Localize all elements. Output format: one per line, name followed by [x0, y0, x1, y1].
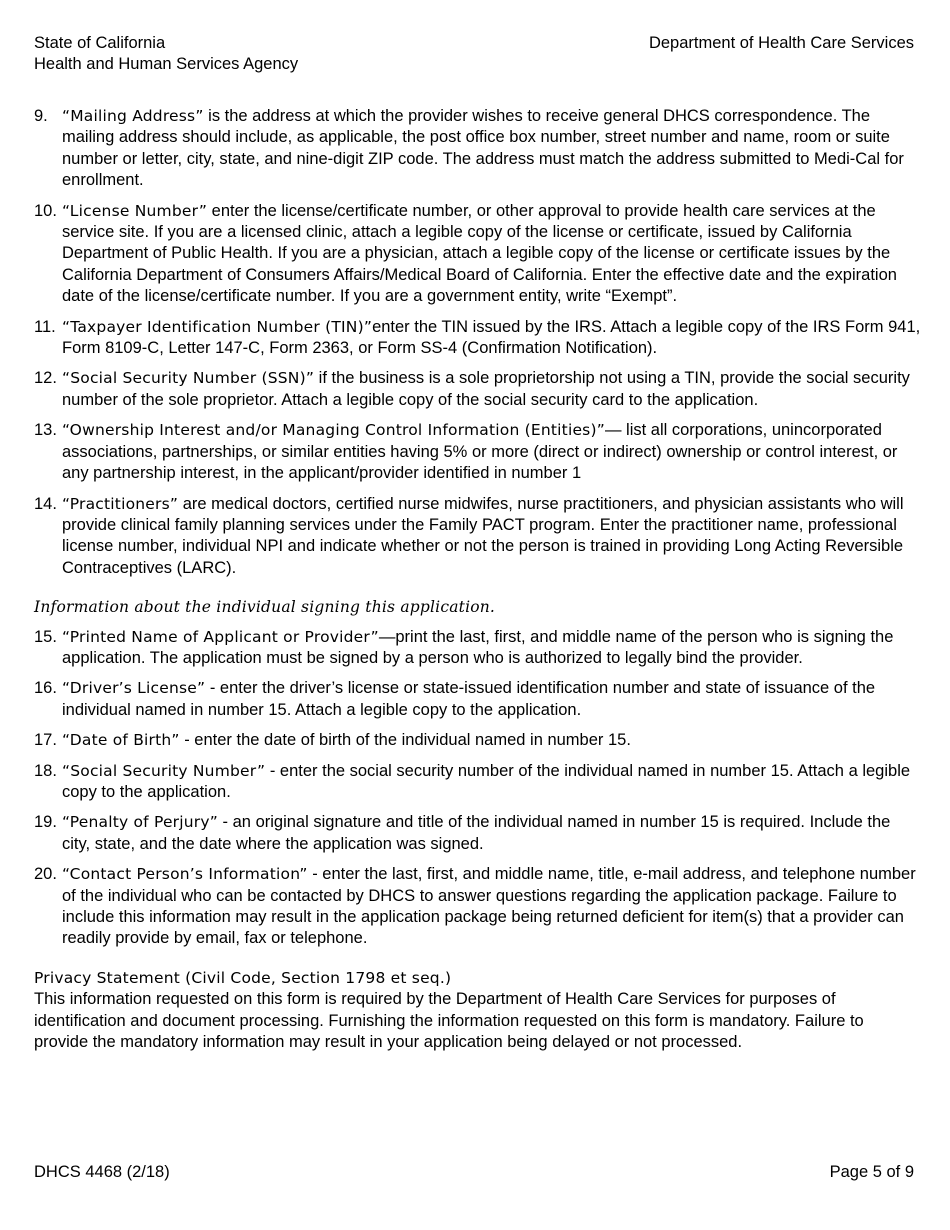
item-text: - an original signature and title of the individual named in number 15 is required. Include the city, state, and the date where the application was signed. — [62, 813, 891, 853]
item-term: “Taxpayer Identification Number (TIN)” — [62, 317, 373, 336]
header-department: Department of Health Care Services — [648, 34, 914, 52]
item-number: 19. — [34, 813, 57, 832]
item-term: “Driver’s License” — [62, 679, 206, 698]
item-text: — list all corporations, unincorporated associations, partnerships, or similar entities having 5% or more (direct or indirect) ownership or control interest, or any partnership interest, in the applicant/provider identified in number 1 — [62, 421, 898, 483]
item-number: 20. — [34, 865, 57, 884]
instruction-item — [34, 106, 922, 192]
instruction-item — [34, 420, 922, 484]
instruction-item — [34, 812, 922, 855]
instruction-item — [34, 317, 922, 360]
item-term: “Penalty of Perjury” — [62, 813, 218, 832]
header-agency-name: Health and Human Services Agency — [34, 55, 299, 74]
item-number: 9. — [34, 107, 48, 125]
item-number: 15. — [34, 627, 57, 646]
header-state: State of California — [34, 34, 166, 52]
privacy-text: This information requested on this form is required by the Department of Health Care Services for purposes of identification and document processing. Furnishing the information requested on this form is mandatory. Failure to provide the mandatory information may result in your application being delayed or not processed. — [34, 990, 864, 1052]
instruction-item — [34, 627, 922, 670]
item-text: enter the TIN issued by the IRS. Attach a legible copy of the IRS Form 941, Form 8109-C, Letter 147-C, Form 2363, or Form SS-4 (Confirmation Notification). — [62, 317, 921, 358]
item-term: “Social Security Number (SSN)” — [62, 369, 315, 388]
item-text: enter the license/certificate number, or other approval to provide health care services at the service site. If you are a licensed clinic, attach a legible copy of the license or certificate, issued by California Department of Public Health. If you are a physician, attach a legible copy of the license or certificate issues by the California Department of Consumers Affairs/Medical Board of California. Enter the effective date and the expiration date of the license/certificate number. If you are a government entity, write “Exempt”. — [62, 201, 897, 306]
item-term: “Mailing Address” — [62, 107, 204, 125]
privacy-title: Privacy Statement (Civil Code, Section 1798 et seq.) — [34, 968, 452, 987]
item-number: 17. — [34, 731, 57, 750]
page-number: Page 5 of 9 — [829, 1163, 914, 1181]
instructions-body — [34, 106, 922, 1053]
instruction-item — [34, 678, 922, 721]
item-number: 14. — [34, 494, 57, 513]
item-text: if the business is a sole proprietorship not using a TIN, provide the social security number of the sole proprietor. Attach a legible copy of the social security card to the application. — [62, 369, 910, 409]
instruction-item — [34, 494, 922, 580]
instruction-item — [34, 368, 922, 411]
item-term: “License Number” — [62, 201, 208, 220]
item-number: 16. — [34, 679, 57, 698]
item-term: “Date of Birth” — [62, 731, 180, 750]
item-text: - enter the date of birth of the individual named in number 15. — [179, 731, 631, 750]
item-text: —print the last, first, and middle name of the person who is signing the application. The application must be signed by a person who is authorized to legally bind the provider. — [62, 627, 894, 667]
item-text: are medical doctors, certified nurse midwifes, nurse practitioners, and physician assistants who will provide clinical family planning services under the Family PACT program. Enter the practitioner name, professional license number, individual NPI and indicate whether or not the person is trained in providing Long Acting Reversible Contraceptives (LARC). — [62, 494, 904, 577]
item-term: “Printed Name of Applicant or Provider” — [62, 627, 379, 646]
item-number: 13. — [34, 421, 57, 440]
item-number: 12. — [34, 369, 57, 388]
section-heading: Information about the individual signing this application. — [34, 598, 496, 617]
item-text: - enter the social security number of the individual named in number 15. Attach a legible copy to the application. — [62, 761, 911, 801]
item-number: 18. — [34, 761, 57, 780]
instruction-item — [34, 864, 922, 950]
form-id: DHCS 4468 (2/18) — [34, 1163, 170, 1181]
item-number: 11. — [34, 317, 56, 336]
item-term: “Contact Person’s Information” — [62, 865, 308, 884]
instruction-item — [34, 761, 922, 804]
item-text: - enter the last, first, and middle name, title, e-mail address, and telephone number of the individual who can be contacted by DHCS to answer questions regarding the application package. Failure to include this information may result in the application package being returned deficient for item(s) that a provider can readily provide by email, fax or telephone. — [62, 865, 916, 948]
item-text: is the address at which the provider wishes to receive general DHCS correspondence. The mailing address should include, as applicable, the post office box number, street number and name, room or suite number or letter, city, state, and nine-digit ZIP code. The address must match the address submitted to Medi-Cal for enrollment. — [62, 107, 904, 190]
item-term: “Ownership Interest and/or Managing Control Information (Entities)” — [62, 421, 605, 440]
header-agency — [34, 33, 298, 76]
item-term: “Practitioners” — [62, 494, 179, 513]
instruction-item — [34, 730, 922, 751]
item-text: - enter the driver’s license or state-issued identification number and state of issuance of the individual named in number 15. Attach a legible copy to the application. — [62, 679, 876, 719]
instruction-item — [34, 201, 922, 308]
item-number: 10. — [34, 201, 57, 220]
item-term: “Social Security Number” — [62, 761, 266, 780]
